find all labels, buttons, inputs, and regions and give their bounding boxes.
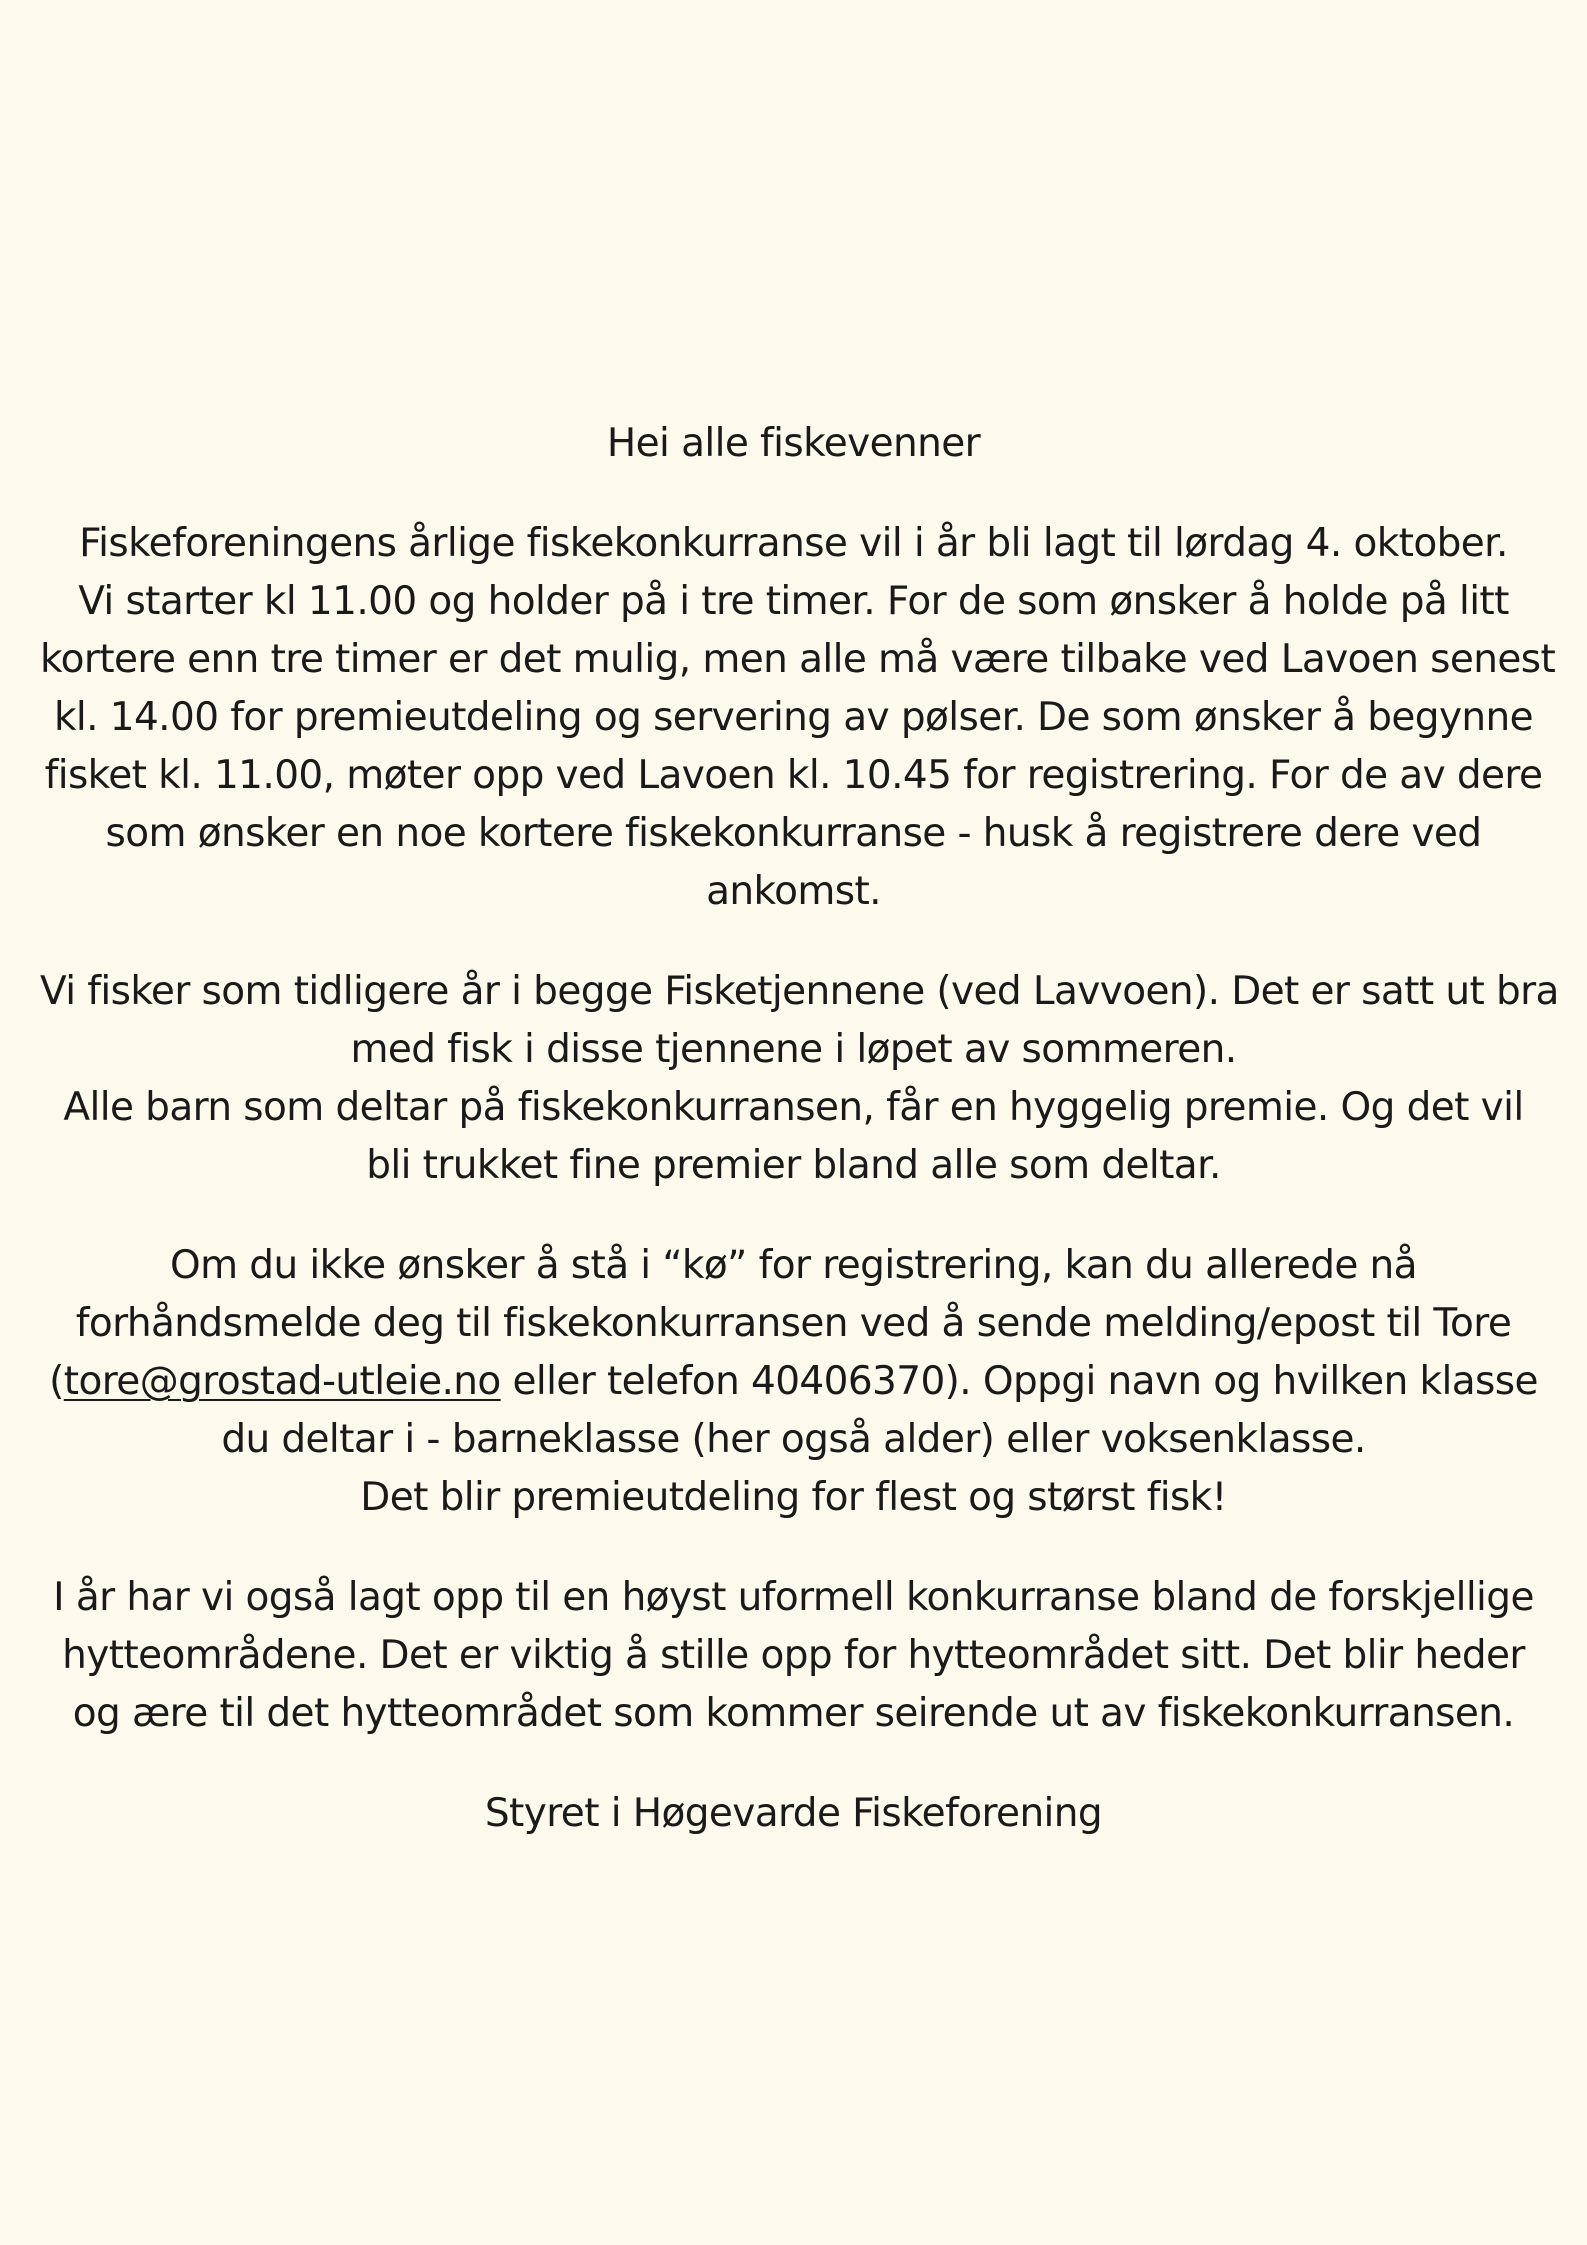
paragraph-cabin-competition	[40, 1569, 1547, 1743]
signature	[40, 1785, 1547, 1843]
paren-open: (	[49, 1359, 64, 1404]
paragraph-line: som ønsker en noe kortere fiskekonkurranse - husk å registrere dere ved	[105, 811, 1482, 856]
signature-text: Styret i Høgevarde Fiskeforening	[484, 1791, 1103, 1836]
paragraph-line: I år har vi også lagt opp til en høyst uformell konkurranse bland de forskjellige	[53, 1575, 1534, 1620]
paragraph-line: kortere enn tre timer er det mulig, men alle må være tilbake ved Lavoen senest	[40, 637, 1556, 682]
greeting-text: Hei alle fiskevenner	[606, 421, 981, 466]
paragraph-line: Vi starter kl 11.00 og holder på i tre timer. For de som ønsker å holde på litt	[78, 579, 1509, 624]
paragraph-line: hytteområdene. Det er viktig å stille opp for hytteområdet sitt. Det blir heder	[62, 1633, 1525, 1678]
paragraph-line: forhåndsmelde deg til fiskekonkurransen ved å sende melding/epost til Tore	[75, 1301, 1512, 1346]
paragraph-line: bli trukket fine premier bland alle som deltar.	[366, 1143, 1221, 1188]
paragraph-line: Om du ikke ønsker å stå i “kø” for registrering, kan du allerede nå	[170, 1243, 1417, 1288]
email-link[interactable]: tore@grostad-utleie.no	[63, 1359, 501, 1404]
paragraph-line-with-email	[40, 1353, 1547, 1411]
contact-text: eller telefon 40406370). Oppgi navn og hvilken klasse	[500, 1359, 1538, 1404]
paragraph-line: Det blir premieutdeling for flest og størst fisk!	[360, 1475, 1227, 1520]
paragraph-line: med fisk i disse tjennene i løpet av sommeren.	[350, 1027, 1237, 1072]
greeting	[40, 415, 1547, 473]
paragraph-event-info	[40, 515, 1556, 921]
letter	[40, 415, 1559, 1885]
paragraph-line: Alle barn som deltar på fiskekonkurransen, får en hyggelig premie. Og det vil	[63, 1085, 1524, 1130]
paragraph-line: Vi fisker som tidligere år i begge Fisketjennene (ved Lavvoen). Det er satt ut bra	[40, 969, 1559, 1014]
paragraph-registration	[40, 1237, 1547, 1527]
paragraph-line: fisket kl. 11.00, møter opp ved Lavoen kl. 10.45 for registrering. For de av dere	[44, 753, 1543, 798]
paragraph-line: du deltar i - barneklasse (her også alder) eller voksenklasse.	[221, 1417, 1366, 1462]
paragraph-line: kl. 14.00 for premieutdeling og servering av pølser. De som ønsker å begynne	[53, 695, 1534, 740]
paragraph-fishing-location	[40, 963, 1559, 1195]
paragraph-line: ankomst.	[706, 869, 881, 914]
paragraph-line: og ære til det hytteområdet som kommer seirende ut av fiskekonkurransen.	[72, 1691, 1515, 1736]
paragraph-line: Fiskeforeningens årlige fiskekonkurranse vil i år bli lagt til lørdag 4. oktober.	[79, 521, 1508, 566]
